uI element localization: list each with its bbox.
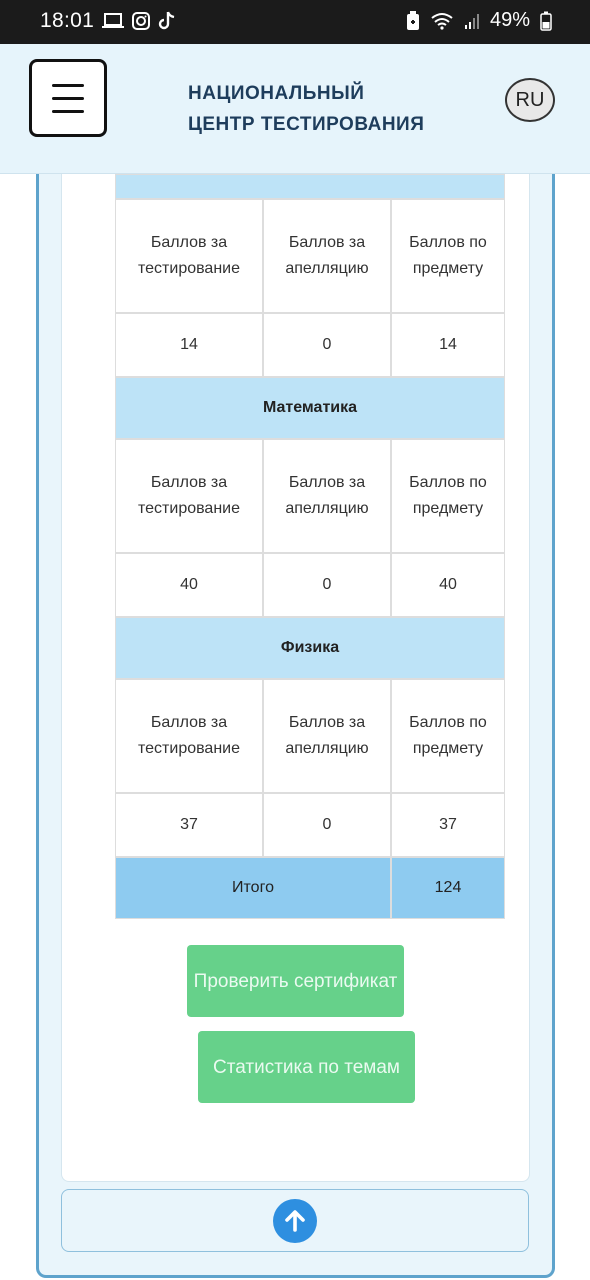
menu-button[interactable]: [29, 59, 107, 137]
test-score-value: 14: [115, 313, 263, 377]
col-subject-score-header: Баллов по предмету: [391, 199, 505, 313]
table-row: [115, 313, 505, 377]
arrow-up-icon: [282, 1208, 308, 1234]
table-header-row: [115, 439, 505, 553]
total-value: 124: [391, 857, 505, 919]
site-header: [0, 44, 590, 174]
status-time: 18:01: [40, 9, 95, 32]
col-appeal-score-header: Баллов за апелляцию: [263, 199, 391, 313]
col-test-score-header: Баллов за тестирование: [115, 439, 263, 553]
col-test-score-header: Баллов за тестирование: [115, 199, 263, 313]
brand-line-2: ЦЕНТР ТЕСТИРОВАНИЯ: [188, 114, 425, 135]
appeal-score-value: 0: [263, 553, 391, 617]
battery-icon: [540, 11, 552, 31]
col-appeal-score-header: Баллов за апелляцию: [263, 679, 391, 793]
scroll-to-top-button[interactable]: [273, 1199, 317, 1243]
appeal-score-value: 0: [263, 313, 391, 377]
col-subject-score-header: Баллов по предмету: [391, 439, 505, 553]
battery-percent: 49%: [489, 9, 530, 31]
total-label: Итого: [115, 857, 391, 919]
total-row: [115, 857, 505, 919]
subject-score-value: 40: [391, 553, 505, 617]
table-row: [115, 793, 505, 857]
battery-saver-icon: [406, 11, 420, 31]
table-row: [115, 553, 505, 617]
laptop-icon: [102, 12, 124, 30]
col-appeal-score-header: Баллов за апелляцию: [263, 439, 391, 553]
col-test-score-header: Баллов за тестирование: [115, 679, 263, 793]
hamburger-icon: [52, 84, 84, 87]
appeal-score-value: 0: [263, 793, 391, 857]
wifi-icon: [430, 12, 454, 30]
status-bar: [0, 0, 590, 44]
instagram-icon: [132, 12, 150, 30]
col-subject-score-header: Баллов по предмету: [391, 679, 505, 793]
topic-statistics-button[interactable]: Статистика по темам: [198, 1031, 415, 1103]
test-score-value: 37: [115, 793, 263, 857]
site-logo-text[interactable]: [188, 78, 424, 140]
brand-line-1: НАЦИОНАЛЬНЫЙ: [188, 83, 365, 104]
signal-icon: [464, 12, 480, 30]
check-certificate-button[interactable]: Проверить сертификат: [187, 945, 404, 1017]
subject-score-value: 37: [391, 793, 505, 857]
subject-heading: Физика: [115, 617, 505, 679]
results-table: [115, 174, 505, 919]
table-header-row: [115, 199, 505, 313]
test-score-value: 40: [115, 553, 263, 617]
tiktok-icon: [158, 11, 176, 31]
language-switcher[interactable]: RU: [505, 78, 555, 122]
subject-heading: [115, 174, 505, 199]
subject-heading: Математика: [115, 377, 505, 439]
table-header-row: [115, 679, 505, 793]
subject-score-value: 14: [391, 313, 505, 377]
